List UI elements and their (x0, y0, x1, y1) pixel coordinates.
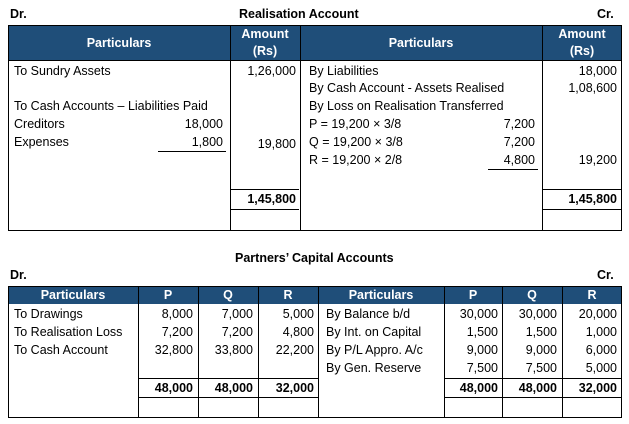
divider (318, 286, 319, 418)
dr-label: Dr. (10, 7, 27, 21)
total-left: 1,45,800 (247, 192, 296, 206)
header-amount-right: Amount (558, 27, 606, 41)
cap-cell: 5,000 (585, 361, 617, 375)
entry-by-liabilities: By Liabilities (309, 64, 379, 78)
header-amount-right-unit: (Rs) (569, 44, 595, 58)
subtotal-underline (158, 151, 226, 152)
realisation-title: Realisation Account (239, 7, 359, 21)
cap-cell: 1,500 (466, 325, 498, 339)
capital-dr-label: Dr. (10, 268, 27, 282)
cap-cell: 7,000 (221, 307, 253, 321)
cap-header-particulars-right: Particulars (348, 288, 414, 302)
total-rule (444, 397, 622, 398)
cap-total: 48,000 (154, 381, 193, 395)
sub-loss-p: 7,200 (503, 117, 535, 131)
cap-cell: 7,200 (221, 325, 253, 339)
entry-loss-q: Q = 19,200 × 3/8 (309, 135, 403, 149)
header-particulars-right: Particulars (388, 36, 454, 50)
header-amount-left-unit: (Rs) (252, 44, 278, 58)
cap-cell: 9,000 (525, 343, 557, 357)
cap-cell: 7,500 (525, 361, 557, 375)
cap-cell: To Drawings (14, 307, 83, 321)
divider (562, 286, 563, 418)
cap-total: 48,000 (459, 381, 498, 395)
cap-cell: By P/L Appro. A/c (326, 343, 423, 357)
cap-cell: 6,000 (585, 343, 617, 357)
divider (444, 286, 445, 418)
cap-cell: 1,500 (525, 325, 557, 339)
cap-cell: To Realisation Loss (14, 325, 123, 339)
entry-loss-transferred: By Loss on Realisation Transferred (309, 99, 504, 113)
amount-loss-total: 19,200 (578, 153, 617, 167)
sub-expenses: 1,800 (191, 135, 223, 149)
cap-cell: To Cash Account (14, 343, 108, 357)
cap-cell: 5,000 (282, 307, 314, 321)
cap-cell: 7,200 (161, 325, 193, 339)
entry-loss-r: R = 19,200 × 2/8 (309, 153, 403, 167)
cap-cell: By Gen. Reserve (326, 361, 422, 375)
entry-liabilities-paid: To Cash Accounts – Liabilities Paid (14, 99, 208, 113)
cr-label: Cr. (597, 7, 614, 21)
cap-cell: 33,800 (214, 343, 253, 357)
sub-loss-r: 4,800 (503, 153, 535, 167)
divider (502, 286, 503, 418)
cap-cell: By Balance b/d (326, 307, 411, 321)
cap-cell: 8,000 (161, 307, 193, 321)
cap-cell: 4,800 (282, 325, 314, 339)
sub-loss-q: 7,200 (503, 135, 535, 149)
entry-loss-p: P = 19,200 × 3/8 (309, 117, 402, 131)
sub-creditors: 18,000 (184, 117, 223, 131)
total-rule (138, 397, 318, 398)
entry-expenses: Expenses (14, 135, 69, 149)
subtotal-underline (488, 169, 538, 170)
cap-cell: 7,500 (466, 361, 498, 375)
cap-total: 32,000 (578, 381, 617, 395)
cap-total: 48,000 (518, 381, 557, 395)
cap-header-p-left: P (163, 288, 173, 302)
cap-header-q-left: Q (223, 288, 233, 302)
divider (258, 286, 259, 418)
header-amount-left: Amount (241, 27, 289, 41)
cap-cell: By Int. on Capital (326, 325, 422, 339)
divider (138, 286, 139, 418)
cap-header-p-right: P (468, 288, 478, 302)
cap-total: 32,000 (275, 381, 314, 395)
capital-title: Partners’ Capital Accounts (235, 251, 394, 265)
cap-header-particulars-left: Particulars (40, 288, 106, 302)
entry-assets-realised: By Cash Account - Assets Realised (309, 81, 505, 95)
capital-cr-label: Cr. (597, 268, 614, 282)
cap-total: 48,000 (214, 381, 253, 395)
header-particulars-left: Particulars (86, 36, 152, 50)
cap-cell: 30,000 (459, 307, 498, 321)
total-rule (444, 378, 622, 379)
amount-assets-realised: 1,08,600 (568, 81, 617, 95)
cap-header-r-left: R (283, 288, 293, 302)
total-right: 1,45,800 (568, 192, 617, 206)
cap-cell: 32,800 (154, 343, 193, 357)
divider (198, 286, 199, 418)
cap-cell: 30,000 (518, 307, 557, 321)
cap-cell: 22,200 (275, 343, 314, 357)
cap-cell: 9,000 (466, 343, 498, 357)
cap-header-q-right: Q (527, 288, 537, 302)
cap-header-r-right: R (587, 288, 597, 302)
cap-cell: 1,000 (585, 325, 617, 339)
divider (300, 25, 301, 231)
cap-cell: 20,000 (578, 307, 617, 321)
amount-liabilities-paid: 19,800 (257, 137, 296, 151)
amount-by-liabilities: 18,000 (578, 64, 617, 78)
entry-creditors: Creditors (14, 117, 65, 131)
total-rule (138, 378, 318, 379)
entry-sundry-assets: To Sundry Assets (14, 64, 111, 78)
amount-sundry-assets: 1,26,000 (247, 64, 296, 78)
